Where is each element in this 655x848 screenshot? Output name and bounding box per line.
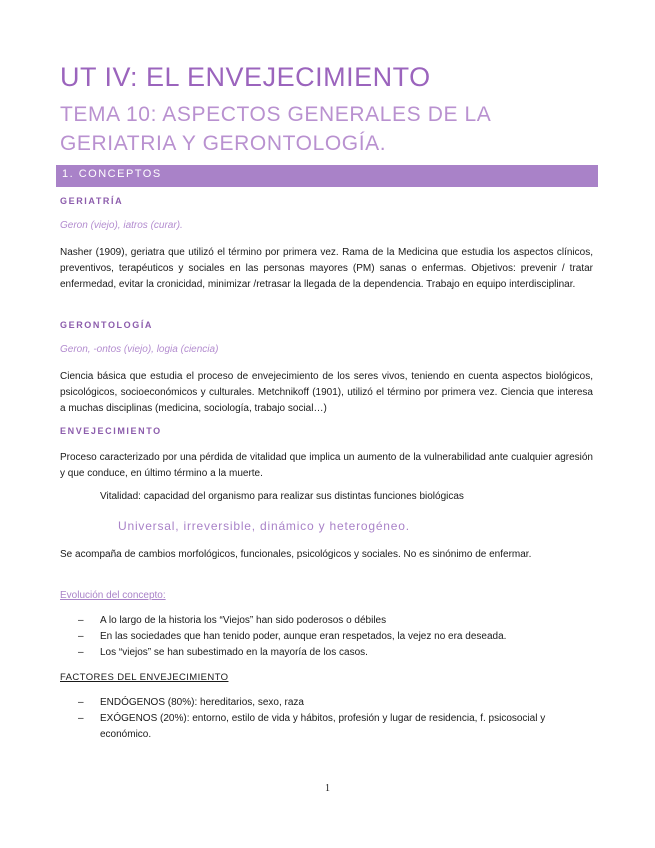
gerontologia-heading: GERONTOLOGÍA bbox=[60, 320, 154, 330]
characteristics-highlight: Universal, irreversible, dinámico y heterogéneo. bbox=[118, 519, 410, 533]
geriatria-etymology: Geron (viejo), iatros (curar). bbox=[60, 220, 183, 231]
dash-bullet-icon: – bbox=[78, 615, 84, 626]
envejecimiento-heading: ENVEJECIMIENTO bbox=[60, 426, 162, 436]
section-header-label: 1. CONCEPTOS bbox=[62, 168, 162, 180]
envejecimiento-paragraph-2: Se acompaña de cambios morfológicos, funcionales, psicológicos y sociales. No es sinónimo de enfermar. bbox=[60, 549, 532, 560]
gerontologia-etymology: Geron, -ontos (viejo), logia (ciencia) bbox=[60, 344, 219, 355]
list-item: – EXÓGENOS (20%): entorno, estilo de vida y hábitos, profesión y lugar de residencia, f. psicosocial y económico. bbox=[78, 713, 546, 740]
page-number: 1 bbox=[325, 783, 330, 794]
page-title: UT IV: EL ENVEJECIMIENTO bbox=[60, 62, 431, 92]
vitalidad-definition: Vitalidad: capacidad del organismo para realizar sus distintas funciones biológicas bbox=[100, 491, 464, 502]
gerontologia-paragraph: Ciencia básica que estudia el proceso de envejecimiento de los seres vivos, teniendo en cuenta aspectos biológicos, psicológicos, socioeconómicos y culturales. Metchnikoff (1901), utilizó el término por primera vez. Ciencia que interesa a muchas disciplinas (medicina, sociología, trabajo social…) bbox=[60, 371, 593, 414]
list-item: – Los “viejos” se han subestimado en la mayoría de los casos. bbox=[60, 645, 596, 661]
dash-bullet-icon: – bbox=[78, 631, 84, 642]
envejecimiento-paragraph: Proceso caracterizado por una pérdida de vitalidad que implica un aumento de la vulnerabilidad ante cualquier agresión y que conduce, en último término a la muerte. bbox=[60, 452, 593, 479]
factores-list bbox=[60, 695, 596, 743]
evolucion-list bbox=[60, 613, 596, 661]
list-item: – En las sociedades que han tenido poder, aunque eran respetados, la vejez no era deseada. bbox=[60, 629, 596, 645]
section-header-bar bbox=[56, 165, 598, 187]
geriatria-paragraph: Nasher (1909), geriatra que utilizó el término por primera vez. Rama de la Medicina que estudia los aspectos clínicos, preventivos, terapéuticos y sociales en las personas mayores (PM) sanas o enfermas. Objetivos: prevenir / tratar enfermedad, evitar la cronicidad, minimizar /retrasar la llegada de la dependencia. Trabajo en equipo interdisciplinar. bbox=[60, 247, 593, 290]
evolucion-label: Evolución del concepto: bbox=[60, 590, 166, 601]
list-item: – A lo largo de la historia los “Viejos” han sido poderosos o débiles bbox=[60, 613, 596, 629]
list-item: – ENDÓGENOS (80%): hereditarios, sexo, raza bbox=[60, 695, 596, 711]
dash-bullet-icon: – bbox=[78, 647, 84, 658]
dash-bullet-icon: – bbox=[78, 713, 84, 724]
page-subtitle: TEMA 10: ASPECTOS GENERALES DE LA GERIATRIA Y GERONTOLOGÍA. bbox=[60, 103, 491, 155]
dash-bullet-icon: – bbox=[78, 697, 84, 708]
factores-label: FACTORES DEL ENVEJECIMIENTO bbox=[60, 672, 229, 683]
geriatria-heading: GERIATRÍA bbox=[60, 196, 124, 206]
